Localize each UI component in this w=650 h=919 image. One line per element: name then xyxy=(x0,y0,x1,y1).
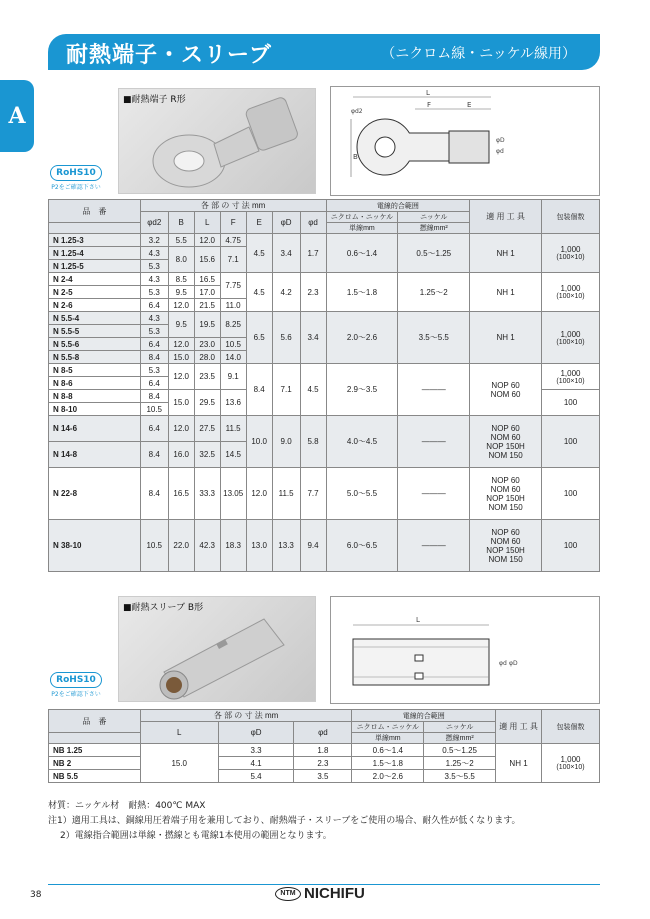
col-single: 単線mm xyxy=(352,733,424,744)
cell: 23.5 xyxy=(194,364,220,390)
dim-d-label: φd xyxy=(499,660,507,667)
part-number: N 5.5-8 xyxy=(49,351,141,364)
pack-cell xyxy=(542,744,600,783)
cell: 0.5〜1.25 xyxy=(424,744,496,757)
cell: 17.0 xyxy=(194,286,220,299)
pack-detail: (100×10) xyxy=(556,377,585,385)
tool-name: NOM 60 xyxy=(490,389,521,399)
brand-mark-icon: NTM xyxy=(275,887,301,901)
part-number: NB 5.5 xyxy=(49,770,141,783)
cell: 8.0 xyxy=(168,247,194,273)
part-number: N 14-6 xyxy=(49,416,141,442)
sleeve-table xyxy=(48,709,600,783)
rohs-note: P2をご確認下さい xyxy=(51,691,101,698)
dim-D-label: φD xyxy=(509,660,518,667)
part-number: N 5.5-4 xyxy=(49,312,141,325)
tool-name: NOP 150H xyxy=(486,545,525,555)
col-wire: 電線的合範囲 xyxy=(352,710,496,722)
sleeve-illustration xyxy=(119,597,317,703)
cell: 1.5〜1.8 xyxy=(352,757,424,770)
cell: 10.5 xyxy=(220,338,246,351)
cell: 12.0 xyxy=(194,234,220,247)
ring-terminal-table xyxy=(48,199,600,572)
cell: 8.5 xyxy=(168,273,194,286)
cell: 15.0 xyxy=(168,351,194,364)
cell: 4.3 xyxy=(140,312,168,325)
cell: 9.4 xyxy=(300,520,326,572)
cell: 5.8 xyxy=(300,416,326,468)
note-1: 注1）適用工具は、銅線用圧着端子用を兼用しており、耐熱端子・スリーブをご使用の場合、耐久性が低くなります。 xyxy=(48,816,521,826)
cell: ――― xyxy=(398,364,470,416)
cell: 6.0〜6.5 xyxy=(326,520,398,572)
cell: 29.5 xyxy=(194,390,220,416)
cell: 12.0 xyxy=(168,299,194,312)
table-row xyxy=(49,468,600,520)
tool-cell xyxy=(470,520,542,572)
cell: 12.0 xyxy=(168,338,194,351)
part-number: N 22-8 xyxy=(49,468,141,520)
hinban-spacer xyxy=(49,733,141,744)
tool-name: NOP 60 xyxy=(491,475,520,485)
dim-E-label: E xyxy=(467,101,472,109)
col-hinban: 品 番 xyxy=(49,200,141,223)
col-nickel: ニッケル xyxy=(398,212,470,223)
pack-qty: 1,000 xyxy=(560,245,581,254)
cell: 5.3 xyxy=(140,325,168,338)
cell: 8.4 xyxy=(140,351,168,364)
part-number: N 8-6 xyxy=(49,377,141,390)
cell: 14.0 xyxy=(220,351,246,364)
part-number: N 14-8 xyxy=(49,442,141,468)
part-number: N 38-10 xyxy=(49,520,141,572)
cell: 27.5 xyxy=(194,416,220,442)
sleeve-dimension-drawing xyxy=(331,597,599,703)
cell: NH 1 xyxy=(496,744,542,783)
col-D: φD xyxy=(218,722,294,744)
cell: 23.0 xyxy=(194,338,220,351)
cell: 4.3 xyxy=(140,247,168,260)
col-l: L xyxy=(140,722,218,744)
dim-L-label: L xyxy=(416,616,420,624)
cell: 6.4 xyxy=(140,377,168,390)
table-row xyxy=(49,234,600,247)
cell: 2.0〜2.6 xyxy=(326,312,398,364)
tool-name: NOP 60 xyxy=(491,423,520,433)
cell: ――― xyxy=(398,468,470,520)
dim-F-label: F xyxy=(427,101,432,109)
cell: 21.5 xyxy=(194,299,220,312)
cell: 12.0 xyxy=(246,468,272,520)
title-bar xyxy=(48,34,600,70)
cell: 1.25〜2 xyxy=(424,757,496,770)
table-row xyxy=(49,520,600,572)
ring-terminal-drawing xyxy=(330,86,600,196)
cell: 3.3 xyxy=(218,744,294,757)
pack-cell xyxy=(541,234,599,273)
col-nickel: ニッケル xyxy=(424,722,496,733)
cell: 1.7 xyxy=(300,234,326,273)
cell: 10.0 xyxy=(246,416,272,468)
cell: 4.3 xyxy=(140,273,168,286)
cell: 6.5 xyxy=(246,312,272,364)
pack-detail: (100×10) xyxy=(556,254,585,261)
cell: 28.0 xyxy=(194,351,220,364)
page-title: 耐熱端子・スリーブ xyxy=(66,43,272,68)
table-row xyxy=(49,416,600,442)
cell: 3.2 xyxy=(140,234,168,247)
table-row xyxy=(49,312,600,325)
cell: 9.5 xyxy=(168,286,194,299)
photo-label: ■耐熱端子 R形 xyxy=(123,95,186,105)
brand-name: NICHIFU xyxy=(304,885,365,902)
part-number: N 8-10 xyxy=(49,403,141,416)
col-twisted: 撚線mm² xyxy=(398,223,470,234)
part-number: N 1.25-4 xyxy=(49,247,141,260)
dim-L-label: L xyxy=(426,89,430,97)
cell: NH 1 xyxy=(470,234,542,273)
ring-terminal-photo xyxy=(118,88,316,194)
tool-name: NOP 60 xyxy=(491,527,520,537)
cell: 12.0 xyxy=(168,364,194,390)
part-number: N 2-4 xyxy=(49,273,141,286)
tool-cell xyxy=(470,416,542,468)
col-single: 単線mm xyxy=(326,223,398,234)
cell: 100 xyxy=(541,390,599,416)
cell: 5.3 xyxy=(140,260,168,273)
cell: 5.5 xyxy=(168,234,194,247)
hinban-spacer xyxy=(49,223,141,234)
sleeve-drawing xyxy=(330,596,600,704)
cell: 16.0 xyxy=(168,442,194,468)
cell: 10.5 xyxy=(140,520,168,572)
part-number: N 1.25-3 xyxy=(49,234,141,247)
cell: 11.0 xyxy=(220,299,246,312)
brand-logo xyxy=(275,885,365,902)
cell: 2.3 xyxy=(300,273,326,312)
col-dims: 各 部 の 寸 法 mm xyxy=(140,710,352,722)
part-number: N 2-5 xyxy=(49,286,141,299)
tool-name: NOM 60 xyxy=(490,432,521,442)
col-l: L xyxy=(194,212,220,234)
pack-cell xyxy=(541,273,599,312)
cell: 6.4 xyxy=(140,338,168,351)
cell: 3.5 xyxy=(294,770,352,783)
cell: 42.3 xyxy=(194,520,220,572)
cell: 7.75 xyxy=(220,273,246,299)
rohs-label: RoHS10 xyxy=(50,165,102,181)
col-d: φd xyxy=(300,212,326,234)
cell: 11.5 xyxy=(272,468,300,520)
cell: 3.5〜5.5 xyxy=(398,312,470,364)
pack-qty: 1,000 xyxy=(560,284,581,293)
cell: 14.5 xyxy=(220,442,246,468)
page-subtitle: （ニクロム線・ニッケル線用） xyxy=(381,46,576,62)
cell: 4.5 xyxy=(246,273,272,312)
part-number: N 8-5 xyxy=(49,364,141,377)
cell: 16.5 xyxy=(168,468,194,520)
col-nichrome: ニクロム・ニッケル xyxy=(352,722,424,733)
rohs-badge-1 xyxy=(50,165,102,191)
dim-d-label: φd xyxy=(496,148,504,155)
cell: 4.5 xyxy=(300,364,326,416)
part-number: N 1.25-5 xyxy=(49,260,141,273)
cell: 4.2 xyxy=(272,273,300,312)
tool-name: NOM 150 xyxy=(488,450,523,460)
cell: 6.4 xyxy=(140,299,168,312)
cell: 0.5〜1.25 xyxy=(398,234,470,273)
dim-B-label: B xyxy=(353,153,358,161)
cell: 13.6 xyxy=(220,390,246,416)
cell: 8.4 xyxy=(246,364,272,416)
note-2: 2）電線指合範囲は単線・撚線とも電線1本使用の範囲となります。 xyxy=(60,831,332,841)
dim-D-label: φD xyxy=(496,137,505,144)
cell: 3.4 xyxy=(300,312,326,364)
cell: 7.7 xyxy=(300,468,326,520)
cell: 7.1 xyxy=(272,364,300,416)
photo-label: ■耐熱スリーブ B形 xyxy=(123,603,204,613)
ring-terminal-illustration xyxy=(119,89,317,195)
tool-name: NOM 60 xyxy=(490,536,521,546)
tool-name: NOM 60 xyxy=(490,484,521,494)
tool-cell xyxy=(470,364,542,416)
part-number: N 8-8 xyxy=(49,390,141,403)
pack-detail: (100×10) xyxy=(556,764,585,771)
cell: 0.6〜1.4 xyxy=(326,234,398,273)
part-number: NB 1.25 xyxy=(49,744,141,757)
cell: 8.25 xyxy=(220,312,246,338)
cell: ――― xyxy=(398,520,470,572)
cell: 18.3 xyxy=(220,520,246,572)
cell: 4.0〜4.5 xyxy=(326,416,398,468)
material-note: 材質：ニッケル材 耐熱：400℃ MAX xyxy=(48,801,206,811)
notes xyxy=(48,799,608,844)
col-tool: 適 用 工 具 xyxy=(496,710,542,744)
tool-cell xyxy=(470,468,542,520)
rohs-note: P2をご確認下さい xyxy=(51,184,101,191)
pack-qty: 1,000 xyxy=(560,368,581,378)
rohs-badge-2 xyxy=(50,672,102,698)
cell: 15.6 xyxy=(194,247,220,273)
col-pack: 包装個数 xyxy=(542,710,600,744)
cell: 5.0〜5.5 xyxy=(326,468,398,520)
table-row xyxy=(49,273,600,286)
cell: 32.5 xyxy=(194,442,220,468)
cell: 10.5 xyxy=(140,403,168,416)
cell: 15.0 xyxy=(168,390,194,416)
col-twisted: 撚線mm² xyxy=(424,733,496,744)
cell: 33.3 xyxy=(194,468,220,520)
cell: 2.0〜2.6 xyxy=(352,770,424,783)
col-b: B xyxy=(168,212,194,234)
cell: 5.3 xyxy=(140,364,168,377)
tool-name: NOP 60 xyxy=(491,380,520,390)
col-tool: 適 用 工 具 xyxy=(470,200,542,234)
tool-name: NOP 150H xyxy=(486,441,525,451)
cell: 13.3 xyxy=(272,520,300,572)
cell: 8.4 xyxy=(140,468,168,520)
col-D: φD xyxy=(272,212,300,234)
col-e: E xyxy=(246,212,272,234)
cell: 11.5 xyxy=(220,416,246,442)
pack-detail: (100×10) xyxy=(556,293,585,300)
col-wire: 電線的合範囲 xyxy=(326,200,470,212)
cell: 3.4 xyxy=(272,234,300,273)
cell: 13.05 xyxy=(220,468,246,520)
cell: 1.25〜2 xyxy=(398,273,470,312)
col-f: F xyxy=(220,212,246,234)
cell: 15.0 xyxy=(140,744,218,783)
sleeve-photo xyxy=(118,596,316,702)
pack-qty: 1,000 xyxy=(560,755,581,764)
pack-cell xyxy=(541,364,599,390)
cell: 0.6〜1.4 xyxy=(352,744,424,757)
table-row xyxy=(49,364,600,377)
cell: ――― xyxy=(398,416,470,468)
cell: 100 xyxy=(541,520,599,572)
page-number: 38 xyxy=(30,890,42,900)
cell: 1.5〜1.8 xyxy=(326,273,398,312)
cell: 4.5 xyxy=(246,234,272,273)
cell: 5.6 xyxy=(272,312,300,364)
cell: 3.5〜5.5 xyxy=(424,770,496,783)
cell: NH 1 xyxy=(470,312,542,364)
col-dims: 各 部 の 寸 法 mm xyxy=(140,200,326,212)
pack-detail: (100×10) xyxy=(556,338,585,346)
col-d: φd xyxy=(294,722,352,744)
pack-qty: 1,000 xyxy=(560,329,581,339)
dim-d2-label: φd2 xyxy=(351,108,363,115)
cell: 8.4 xyxy=(140,390,168,403)
cell: 5.3 xyxy=(140,286,168,299)
part-number: N 5.5-5 xyxy=(49,325,141,338)
cell: 2.9〜3.5 xyxy=(326,364,398,416)
cell: 2.3 xyxy=(294,757,352,770)
cell: 9.1 xyxy=(220,364,246,390)
rohs-label: RoHS10 xyxy=(50,672,102,688)
table-row xyxy=(49,744,600,757)
cell: 1.8 xyxy=(294,744,352,757)
cell: 100 xyxy=(541,468,599,520)
part-number: N 2-6 xyxy=(49,299,141,312)
cell: 9.5 xyxy=(168,312,194,338)
pack-cell xyxy=(541,312,599,364)
cell: 5.4 xyxy=(218,770,294,783)
cell: 22.0 xyxy=(168,520,194,572)
section-tab: A xyxy=(0,80,34,152)
cell: 9.0 xyxy=(272,416,300,468)
cell: NH 1 xyxy=(470,273,542,312)
col-d2: φd2 xyxy=(140,212,168,234)
col-hinban: 品 番 xyxy=(49,710,141,733)
col-nichrome: ニクロム・ニッケル xyxy=(326,212,398,223)
cell: 7.1 xyxy=(220,247,246,273)
part-number: N 5.5-6 xyxy=(49,338,141,351)
part-number: NB 2 xyxy=(49,757,141,770)
cell: 12.0 xyxy=(168,416,194,442)
cell: 6.4 xyxy=(140,416,168,442)
tool-name: NOM 150 xyxy=(488,502,523,512)
cell: 19.5 xyxy=(194,312,220,338)
cell: 4.75 xyxy=(220,234,246,247)
cell: 100 xyxy=(541,416,599,468)
ring-terminal-dimension-drawing xyxy=(331,87,599,195)
cell: 4.1 xyxy=(218,757,294,770)
cell: 16.5 xyxy=(194,273,220,286)
col-pack: 包装個数 xyxy=(541,200,599,234)
tool-name: NOP 150H xyxy=(486,493,525,503)
tool-name: NOM 150 xyxy=(488,554,523,564)
cell: 13.0 xyxy=(246,520,272,572)
cell: 8.4 xyxy=(140,442,168,468)
